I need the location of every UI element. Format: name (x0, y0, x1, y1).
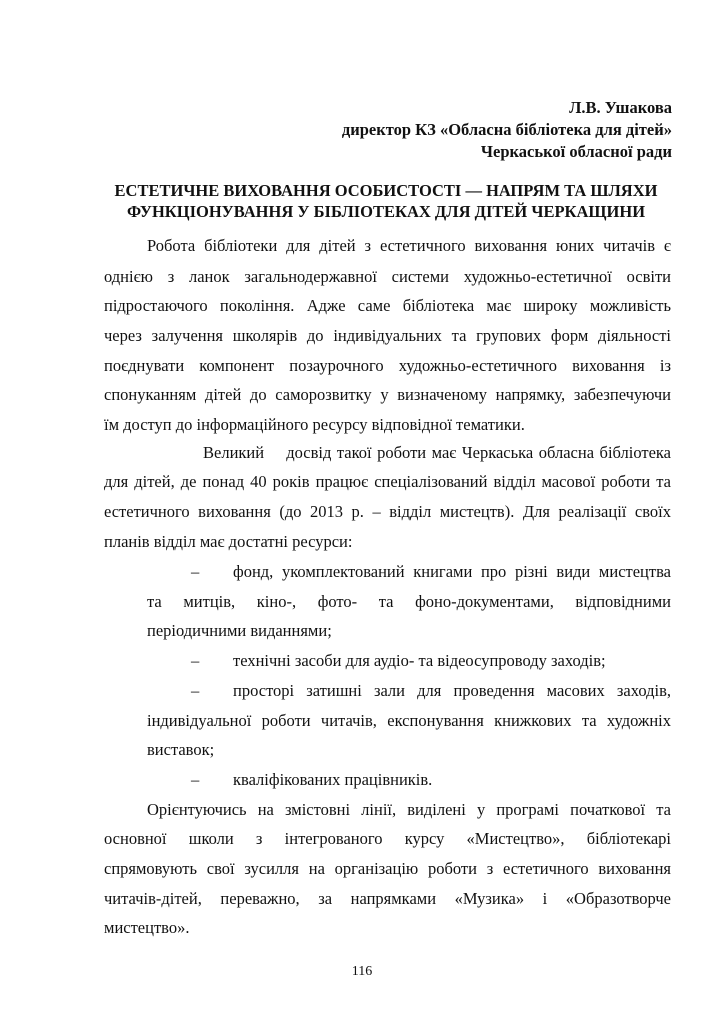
bullet-line: кваліфікованих працівників. (233, 770, 433, 789)
bullet-line: фонд, укомплектований книгами про різні види мистецтва (233, 562, 671, 581)
paragraph-line: Робота бібліотеки для дітей з естетичного виховання юних читачів є (147, 236, 671, 255)
paragraph-line: мистецтво». (104, 918, 190, 937)
bullet-line: та митців, кіно-, фото- та фоно-документами, відповідними (147, 592, 671, 611)
page-number: 116 (351, 964, 373, 979)
bullet-line: виставок; (147, 740, 215, 759)
paragraph-line: Великий досвід такої роботи має Черкаська обласна бібліотека (203, 443, 671, 462)
article-title (100, 180, 672, 222)
paragraph-line: естетичного виховання (до 2013 р. – відділ мистецтв). Для реалізації своїх (104, 502, 671, 521)
paragraph-line: основної школи з інтегрованого курсу «Мистецтво», бібліотекарі (104, 829, 671, 848)
paragraph-line: через залучення школярів до індивідуальних та групових форм діяльності (104, 326, 671, 345)
title-line: ФУНКЦІОНУВАННЯ У БІБЛІОТЕКАХ ДЛЯ ДІТЕЙ ЧЕРКАЩИНИ (126, 202, 646, 221)
title-line: ЕСТЕТИЧНЕ ВИХОВАННЯ ОСОБИСТОСТІ — НАПРЯМ ТА ШЛЯХИ (114, 181, 658, 200)
paragraph-line: для дітей, де понад 40 років працює спеціалізований відділ масової роботи та (104, 472, 671, 491)
bullet-marker: – (191, 562, 200, 581)
bullet-line: періодичними виданнями; (147, 621, 332, 640)
author-organization: Черкаської обласної ради (480, 142, 672, 161)
paragraph-line: планів відділ має достатні ресурси: (104, 532, 353, 551)
paragraph-line: поєднувати компонент позаурочного художньо-естетичного виховання із (104, 356, 671, 375)
author-name: Л.В. Ушакова (569, 98, 672, 117)
paragraph-line: Орієнтуючись на змістовні лінії, виділені у програмі початкової та (147, 800, 671, 819)
bullet-marker: – (191, 770, 200, 789)
bullet-line: технічні засоби для аудіо- та відеосупроводу заходів; (233, 651, 606, 670)
paragraph-line: їм доступ до інформаційного ресурсу відповідної тематики. (104, 415, 525, 434)
bullet-line: індивідуальної роботи читачів, експонування книжкових та художніх (147, 711, 671, 730)
bullet-marker: – (191, 651, 200, 670)
paragraph-line: спрямовують свої зусилля на організацію роботи з естетичного виховання (104, 859, 671, 878)
author-position: директор КЗ «Обласна бібліотека для дітей» (341, 120, 672, 139)
paragraph-line: спонуканням дітей до саморозвитку у визначеному напрямку, забезпечуючи (104, 385, 671, 404)
author-block (342, 97, 672, 163)
paragraph-line: підростаючого покоління. Адже саме бібліотека має широку можливість (104, 296, 671, 315)
bullet-line: просторі затишні зали для проведення масових заходів, (233, 681, 671, 700)
paragraph-line: однією з ланок загальнодержавної системи художньо-естетичної освіти (104, 267, 671, 286)
paragraph-line: читачів-дітей, переважно, за напрямками «Музика» і «Образотворче (104, 889, 671, 908)
bullet-marker: – (191, 681, 200, 700)
